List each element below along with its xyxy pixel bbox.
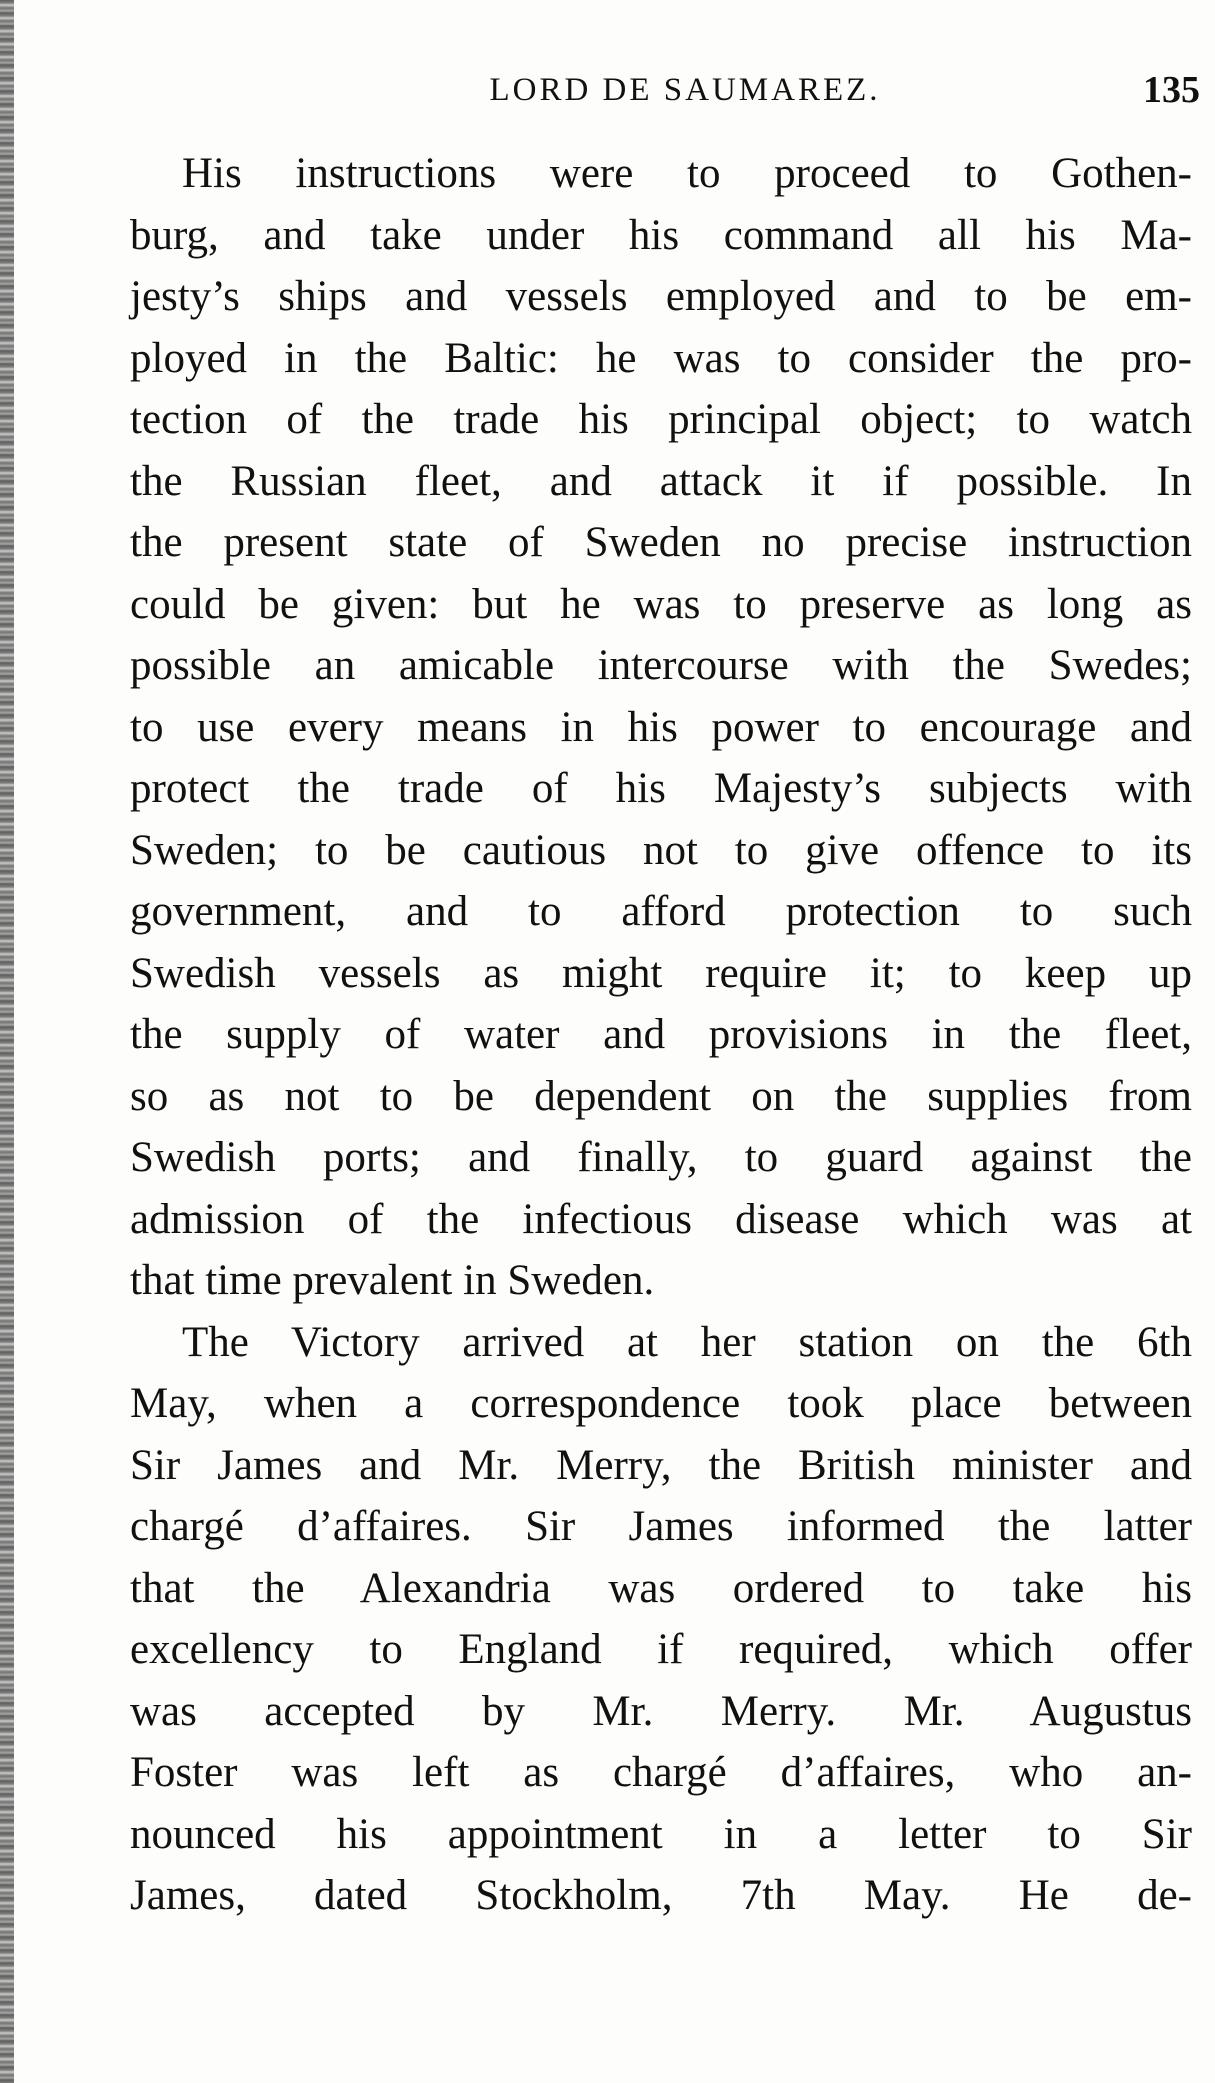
text-line: to use every means in his power to encourage and <box>130 703 1192 751</box>
text-line: the Russian fleet, and attack it if possible. In <box>130 457 1192 505</box>
text-line: chargé d’affaires. Sir James informed the latter <box>130 1503 1192 1550</box>
text-line: ployed in the Baltic: he was to consider the pro- <box>130 334 1192 382</box>
text-line: nounced his appointment in a letter to Sir <box>130 1810 1192 1858</box>
page-binding-edge <box>0 0 14 2083</box>
text-line: The Victory arrived at her station on the 6th <box>182 1318 1192 1366</box>
text-line: burg, and take under his command all his Ma- <box>130 211 1192 259</box>
text-line: could be given: but he was to preserve as long as <box>130 580 1192 628</box>
text-line: May, when a correspondence took place between <box>130 1380 1192 1427</box>
running-head <box>130 68 1200 118</box>
running-title: LORD DE SAUMAREZ. <box>489 72 881 108</box>
text-line: Sweden; to be cautious not to give offence to its <box>130 826 1192 874</box>
text-line: the present state of Sweden no precise instruction <box>130 519 1192 566</box>
text-line: Foster was left as chargé d’affaires, who an- <box>130 1749 1192 1796</box>
text-line: James, dated Stockholm, 7th May. He de- <box>130 1872 1192 1919</box>
page-number: 135 <box>1143 69 1200 111</box>
text-line: excellency to England if required, which offer <box>130 1626 1192 1673</box>
text-line: that time prevalent in Sweden. <box>130 1257 655 1304</box>
text-line: Swedish vessels as might require it; to keep up <box>130 949 1192 997</box>
text-line: possible an amicable intercourse with the Swedes; <box>130 642 1192 689</box>
text-line: was accepted by Mr. Merry. Mr. Augustus <box>130 1687 1192 1735</box>
text-line: Swedish ports; and finally, to guard against the <box>130 1134 1192 1181</box>
text-line: the supply of water and provisions in the fleet, <box>130 1011 1192 1058</box>
text-line: so as not to be dependent on the supplies from <box>130 1072 1192 1120</box>
body-text <box>130 143 1192 1927</box>
text-line: His instructions were to proceed to Gothen- <box>182 150 1192 197</box>
text-line: admission of the infectious disease which was at <box>130 1195 1192 1243</box>
text-line: tection of the trade his principal object; to watch <box>130 396 1192 443</box>
text-line: protect the trade of his Majesty’s subjects with <box>130 765 1192 812</box>
text-line: government, and to afford protection to such <box>130 888 1192 935</box>
text-line: that the Alexandria was ordered to take his <box>130 1564 1192 1612</box>
paragraph-2 <box>130 1312 1192 1927</box>
paragraph-1 <box>130 143 1192 1312</box>
text-line: Sir James and Mr. Merry, the British minister and <box>130 1441 1192 1489</box>
text-line: jesty’s ships and vessels employed and to be em- <box>130 273 1192 320</box>
